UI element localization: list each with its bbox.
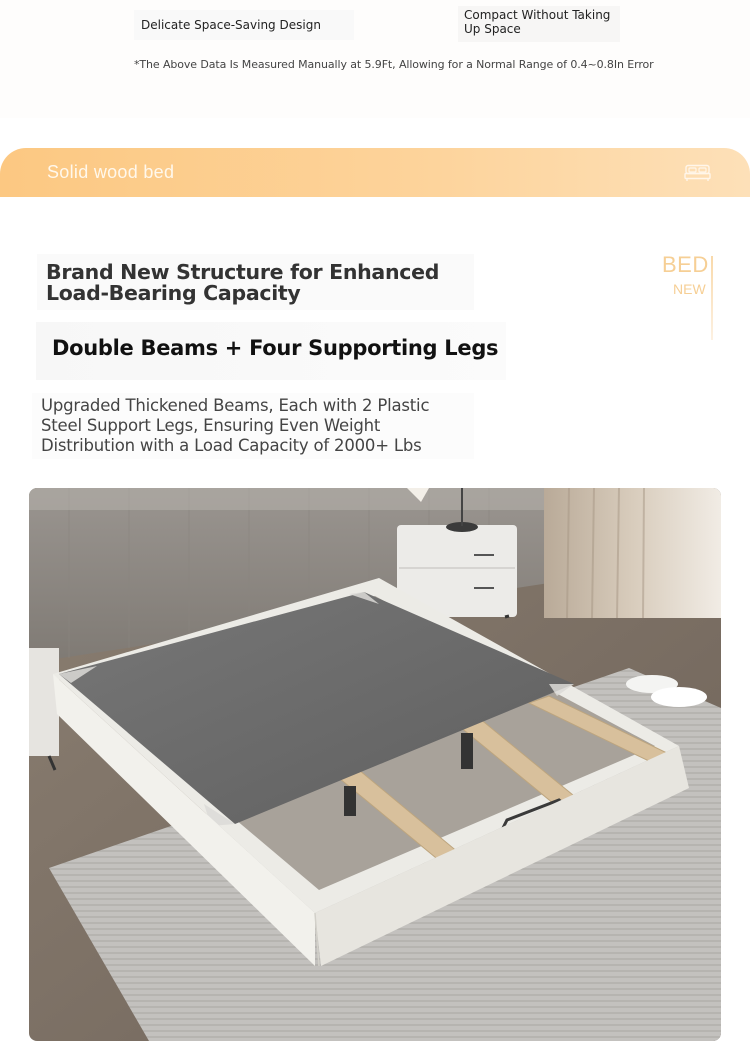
section-heading: Brand New Structure for Enhanced Load-Bearing Capacity (37, 254, 474, 310)
top-feature-band (0, 0, 750, 118)
section-description: Upgraded Thickened Beams, Each with 2 Plastic Steel Support Legs, Ensuring Even Weight Distribution with a Load Capacity of 2000+ Lbs (32, 393, 474, 459)
measurement-note: *The Above Data Is Measured Manually at 5.9Ft, Allowing for a Normal Range of 0.4~0.8In Error (134, 58, 654, 71)
feature-label-compact: Compact Without Taking Up Space (458, 6, 620, 42)
bed-icon (684, 164, 711, 182)
decorative-divider (711, 256, 713, 340)
section-banner (0, 148, 750, 197)
feature-label-space-saving: Delicate Space-Saving Design (134, 10, 354, 40)
section-subheading: Double Beams + Four Supporting Legs (36, 322, 506, 380)
decorative-word-new: NEW (673, 281, 706, 297)
banner-title: Solid wood bed (47, 162, 175, 182)
decorative-word-bed: BED (662, 252, 709, 277)
bed-frame-photo (29, 488, 721, 1041)
